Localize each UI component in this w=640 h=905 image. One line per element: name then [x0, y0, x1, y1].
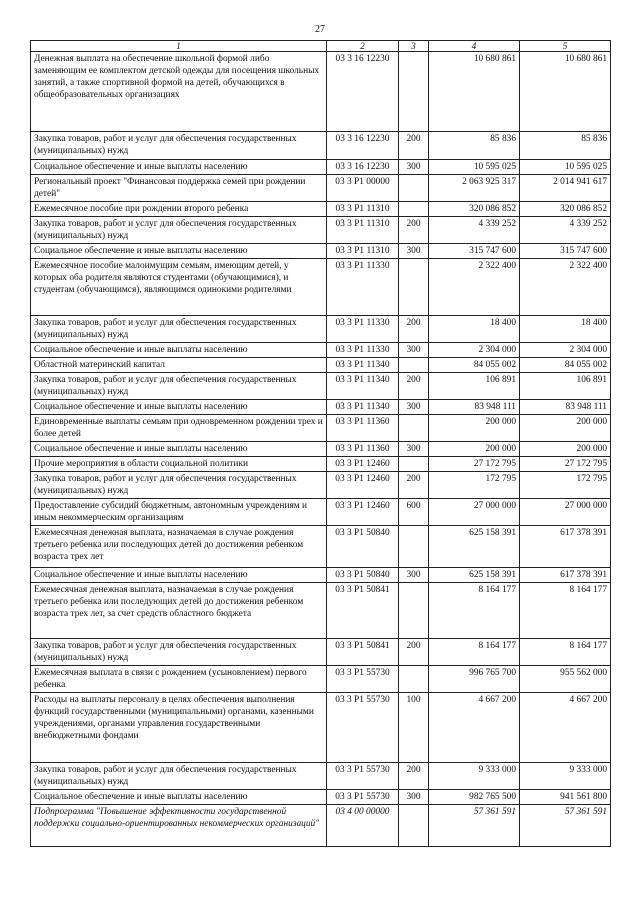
- row-expense-type: [399, 666, 429, 693]
- table-row: [31, 415, 611, 442]
- table-row: [31, 244, 611, 259]
- row-amount-2: 85 836: [520, 132, 611, 160]
- row-name: Закупка товаров, работ и услуг для обеспечения государственных (муниципальных) нужд: [31, 316, 327, 343]
- row-code: 03 3 Р1 11310: [327, 217, 399, 244]
- row-name: Расходы на выплаты персоналу в целях обеспечения выполнения функций государственными (муниципальными) органами, казенными учреждениями, органами управления государственными внебюджетными фондами: [31, 693, 327, 763]
- table-row: [31, 693, 611, 763]
- row-amount-1: 10 595 025: [429, 160, 520, 175]
- row-name: Закупка товаров, работ и услуг для обеспечения государственных (муниципальных) нужд: [31, 639, 327, 666]
- row-name: Единовременные выплаты семьям при одновременном рождении трех и более детей: [31, 415, 327, 442]
- row-expense-type: [399, 415, 429, 442]
- row-amount-1: 2 304 000: [429, 343, 520, 358]
- column-header-amount-1: 4: [429, 41, 520, 52]
- row-amount-1: 57 361 591: [429, 805, 520, 847]
- row-name: Ежемесячное пособие малоимущим семьям, имеющим детей, у которых оба родителя являются студентами (обучающимися), и студентам (обучающимся), являющимся одинокими родителями: [31, 259, 327, 316]
- row-amount-2: 84 055 002: [520, 358, 611, 373]
- row-amount-1: 2 322 400: [429, 259, 520, 316]
- row-name: Предоставление субсидий бюджетным, автономным учреждениям и иным некоммерческим организациям: [31, 499, 327, 526]
- table-row: [31, 499, 611, 526]
- row-name: Закупка товаров, работ и услуг для обеспечения государственных (муниципальных) нужд: [31, 217, 327, 244]
- row-expense-type: 300: [399, 244, 429, 259]
- table-row: [31, 442, 611, 457]
- row-amount-1: 27 000 000: [429, 499, 520, 526]
- table-row: [31, 259, 611, 316]
- row-code: 03 3 16 12230: [327, 132, 399, 160]
- row-name: Социальное обеспечение и иные выплаты населению: [31, 400, 327, 415]
- row-name: Ежемесячное пособие при рождении второго ребенка: [31, 202, 327, 217]
- row-code: 03 3 Р1 11330: [327, 343, 399, 358]
- row-name: Прочие мероприятия в области социальной политики: [31, 457, 327, 472]
- row-name: Областной материнский капитал: [31, 358, 327, 373]
- row-code: 03 3 Р1 50840: [327, 526, 399, 568]
- row-expense-type: 200: [399, 639, 429, 666]
- row-amount-2: 941 561 800: [520, 790, 611, 805]
- table-row: [31, 763, 611, 790]
- row-code: 03 3 Р1 50841: [327, 639, 399, 666]
- row-amount-1: 85 836: [429, 132, 520, 160]
- row-code: 03 3 Р1 12460: [327, 457, 399, 472]
- row-amount-1: 996 765 700: [429, 666, 520, 693]
- row-expense-type: 200: [399, 316, 429, 343]
- row-amount-2: 315 747 600: [520, 244, 611, 259]
- row-code: 03 3 Р1 00000: [327, 175, 399, 202]
- row-expense-type: 600: [399, 499, 429, 526]
- row-code: 03 3 Р1 55730: [327, 666, 399, 693]
- row-amount-1: 84 055 002: [429, 358, 520, 373]
- row-name: Закупка товаров, работ и услуг для обеспечения государственных (муниципальных) нужд: [31, 472, 327, 499]
- row-name: Социальное обеспечение и иные выплаты населению: [31, 442, 327, 457]
- row-amount-1: 8 164 177: [429, 583, 520, 639]
- row-expense-type: [399, 583, 429, 639]
- table-row: [31, 790, 611, 805]
- row-amount-1: 8 164 177: [429, 639, 520, 666]
- row-code: 03 3 Р1 11330: [327, 259, 399, 316]
- row-expense-type: [399, 202, 429, 217]
- table-row: [31, 52, 611, 132]
- row-code: 03 3 Р1 12460: [327, 499, 399, 526]
- row-code: 03 3 Р1 12460: [327, 472, 399, 499]
- row-amount-2: 8 164 177: [520, 639, 611, 666]
- row-amount-2: 27 172 795: [520, 457, 611, 472]
- row-name: Ежемесячная денежная выплата, назначаемая в случае рождения третьего ребенка или последующих детей до достижения ребенком возраста трех лет, за счет средств областного бюджета: [31, 583, 327, 639]
- table-row: [31, 160, 611, 175]
- table-row: [31, 568, 611, 583]
- table-row: [31, 526, 611, 568]
- row-name: Закупка товаров, работ и услуг для обеспечения государственных (муниципальных) нужд: [31, 763, 327, 790]
- row-expense-type: [399, 259, 429, 316]
- row-name: Закупка товаров, работ и услуг для обеспечения государственных (муниципальных) нужд: [31, 132, 327, 160]
- row-expense-type: [399, 358, 429, 373]
- row-amount-1: 625 158 391: [429, 568, 520, 583]
- table-row: [31, 358, 611, 373]
- row-amount-1: 320 086 852: [429, 202, 520, 217]
- row-name: Ежемесячная выплата в связи с рождением (усыновлением) первого ребенка: [31, 666, 327, 693]
- row-amount-1: 625 158 391: [429, 526, 520, 568]
- row-expense-type: [399, 805, 429, 847]
- row-name: Социальное обеспечение и иные выплаты населению: [31, 343, 327, 358]
- column-header-name: 1: [31, 41, 327, 52]
- table-row: [31, 217, 611, 244]
- row-name: Закупка товаров, работ и услуг для обеспечения государственных (муниципальных) нужд: [31, 373, 327, 400]
- page-number: 27: [315, 24, 325, 35]
- row-code: 03 3 Р1 55730: [327, 763, 399, 790]
- table-body: [31, 52, 611, 847]
- row-expense-type: [399, 526, 429, 568]
- table-row: [31, 639, 611, 666]
- row-amount-1: 315 747 600: [429, 244, 520, 259]
- table-row: [31, 373, 611, 400]
- row-expense-type: 300: [399, 400, 429, 415]
- row-amount-1: 200 000: [429, 415, 520, 442]
- row-name: Подпрограмма "Повышение эффективности государственной поддержки социально-ориентированных некоммерческих организаций": [31, 805, 327, 847]
- row-name: Социальное обеспечение и иные выплаты населению: [31, 160, 327, 175]
- row-amount-2: 200 000: [520, 442, 611, 457]
- row-expense-type: [399, 52, 429, 132]
- row-amount-2: 955 562 000: [520, 666, 611, 693]
- row-amount-2: 200 000: [520, 415, 611, 442]
- row-amount-2: 4 667 200: [520, 693, 611, 763]
- row-name: Ежемесячная денежная выплата, назначаемая в случае рождения третьего ребенка или последующих детей до достижения ребенком возраста трех лет: [31, 526, 327, 568]
- row-expense-type: 300: [399, 160, 429, 175]
- row-amount-1: 9 333 000: [429, 763, 520, 790]
- row-name: Социальное обеспечение и иные выплаты населению: [31, 790, 327, 805]
- row-amount-1: 4 667 200: [429, 693, 520, 763]
- row-name: Региональный проект "Финансовая поддержка семей при рождении детей": [31, 175, 327, 202]
- column-header-code: 2: [327, 41, 399, 52]
- column-header-amount-2: 5: [520, 41, 611, 52]
- row-expense-type: 200: [399, 373, 429, 400]
- row-amount-2: 9 333 000: [520, 763, 611, 790]
- row-code: 03 3 16 12230: [327, 160, 399, 175]
- row-expense-type: 200: [399, 217, 429, 244]
- row-code: 03 3 Р1 11310: [327, 202, 399, 217]
- row-code: 03 3 Р1 11310: [327, 244, 399, 259]
- table-row: [31, 666, 611, 693]
- row-amount-2: 10 595 025: [520, 160, 611, 175]
- row-amount-2: 18 400: [520, 316, 611, 343]
- row-expense-type: [399, 457, 429, 472]
- table-row: [31, 472, 611, 499]
- row-code: 03 3 Р1 11360: [327, 415, 399, 442]
- row-expense-type: 300: [399, 343, 429, 358]
- row-amount-2: 106 891: [520, 373, 611, 400]
- row-amount-1: 83 948 111: [429, 400, 520, 415]
- row-expense-type: 200: [399, 763, 429, 790]
- row-code: 03 3 Р1 11340: [327, 400, 399, 415]
- column-header-type: 3: [399, 41, 429, 52]
- table-row: [31, 316, 611, 343]
- row-code: 03 3 Р1 11360: [327, 442, 399, 457]
- row-expense-type: 300: [399, 442, 429, 457]
- row-code: 03 3 Р1 50840: [327, 568, 399, 583]
- table-row: [31, 583, 611, 639]
- row-amount-1: 982 765 500: [429, 790, 520, 805]
- row-name: Социальное обеспечение и иные выплаты населению: [31, 568, 327, 583]
- table-row: [31, 400, 611, 415]
- row-expense-type: 300: [399, 790, 429, 805]
- row-amount-2: 27 000 000: [520, 499, 611, 526]
- row-amount-2: 617 378 391: [520, 568, 611, 583]
- row-amount-1: 106 891: [429, 373, 520, 400]
- row-amount-2: 2 322 400: [520, 259, 611, 316]
- row-amount-1: 4 339 252: [429, 217, 520, 244]
- row-amount-1: 27 172 795: [429, 457, 520, 472]
- row-expense-type: 200: [399, 472, 429, 499]
- row-amount-2: 320 086 852: [520, 202, 611, 217]
- row-amount-2: 83 948 111: [520, 400, 611, 415]
- row-expense-type: [399, 175, 429, 202]
- row-amount-1: 10 680 861: [429, 52, 520, 132]
- row-code: 03 3 16 12230: [327, 52, 399, 132]
- row-code: 03 3 Р1 11340: [327, 358, 399, 373]
- row-amount-2: 10 680 861: [520, 52, 611, 132]
- table-row: [31, 343, 611, 358]
- row-name: Социальное обеспечение и иные выплаты населению: [31, 244, 327, 259]
- row-amount-2: 617 378 391: [520, 526, 611, 568]
- row-code: 03 3 Р1 11340: [327, 373, 399, 400]
- table-row: [31, 175, 611, 202]
- row-expense-type: 100: [399, 693, 429, 763]
- row-amount-2: 172 795: [520, 472, 611, 499]
- row-amount-1: 2 063 925 317: [429, 175, 520, 202]
- row-amount-2: 2 014 941 617: [520, 175, 611, 202]
- row-code: 03 3 Р1 55730: [327, 790, 399, 805]
- row-code: 03 4 00 00000: [327, 805, 399, 847]
- table-row: [31, 202, 611, 217]
- row-amount-2: 2 304 000: [520, 343, 611, 358]
- budget-table: [30, 40, 611, 847]
- table-row: [31, 805, 611, 847]
- row-expense-type: 200: [399, 132, 429, 160]
- row-amount-2: 8 164 177: [520, 583, 611, 639]
- row-code: 03 3 Р1 11330: [327, 316, 399, 343]
- table-row: [31, 457, 611, 472]
- row-amount-2: 4 339 252: [520, 217, 611, 244]
- row-code: 03 3 Р1 55730: [327, 693, 399, 763]
- row-amount-1: 172 795: [429, 472, 520, 499]
- row-amount-1: 200 000: [429, 442, 520, 457]
- row-amount-2: 57 361 591: [520, 805, 611, 847]
- table-header-row: [31, 41, 611, 52]
- row-expense-type: 300: [399, 568, 429, 583]
- row-name: Денежная выплата на обеспечение школьной формой либо заменяющим ее комплектом детской одежды для посещения школьных занятий, а также спортивной формой на детей, обучающихся в общеобразовательных организациях: [31, 52, 327, 132]
- row-amount-1: 18 400: [429, 316, 520, 343]
- row-code: 03 3 Р1 50841: [327, 583, 399, 639]
- table-row: [31, 132, 611, 160]
